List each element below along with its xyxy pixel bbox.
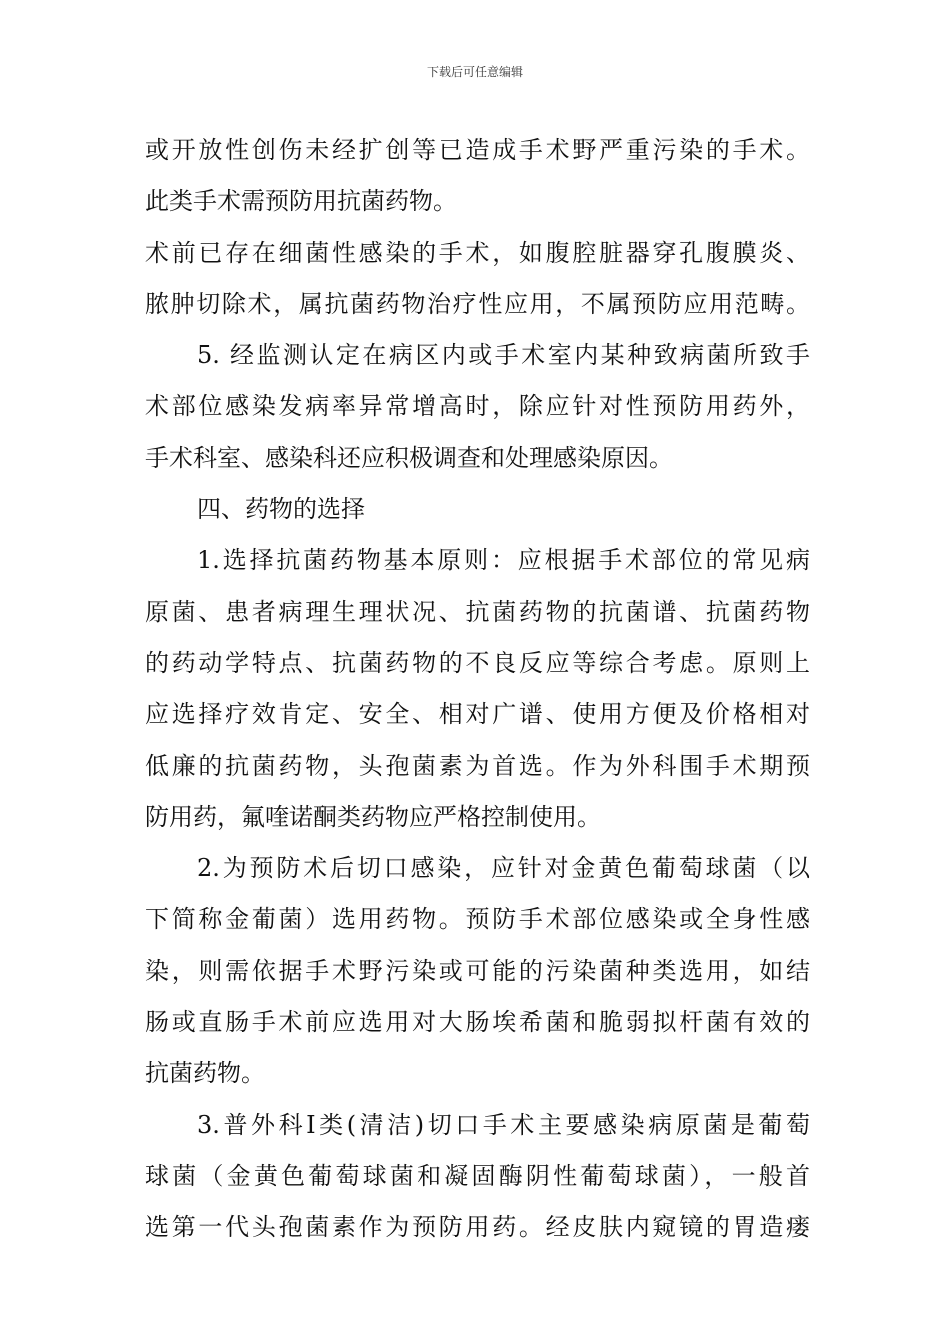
text-line: 下简称金葡菌）选用药物。预防手术部位感染或全身性感	[145, 905, 810, 934]
text-line: 应选择疗效肯定、安全、相对广谱、使用方便及价格相对	[145, 700, 810, 729]
text-line: 此类手术需预防用抗菌药物。	[145, 187, 457, 216]
page-header: 下载后可任意编辑	[426, 65, 523, 79]
body-text	[145, 125, 810, 1254]
text-line: 3.普外科Ⅰ类(清洁)切口手术主要感染病原菌是葡萄	[197, 1110, 810, 1139]
text-line: 防用药，氟喹诺酮类药物应严格控制使用。	[145, 802, 601, 831]
text-line: 术部位感染发病率异常增高时，除应针对性预防用药外，	[145, 392, 810, 421]
text-line: 2.为预防术后切口感染，应针对金黄色葡萄球菌（以	[197, 854, 810, 883]
text-line: 原菌、患者病理生理状况、抗菌药物的抗菌谱、抗菌药物	[145, 597, 810, 626]
text-line: 染，则需依据手术野污染或可能的污染菌种类选用，如结	[145, 956, 810, 985]
text-line: 手术科室、感染科还应积极调查和处理感染原因。	[145, 443, 673, 472]
text-line: 5. 经监测认定在病区内或手术室内某种致病菌所致手	[197, 341, 810, 370]
text-line: 低廉的抗菌药物，头孢菌素为首选。作为外科围手术期预	[145, 751, 810, 780]
text-line: 选第一代头孢菌素作为预防用药。经皮肤内窥镜的胃造瘘	[145, 1213, 810, 1242]
text-line: 抗菌药物。	[145, 1059, 265, 1088]
section-heading: 四、药物的选择	[197, 495, 365, 524]
text-line: 的药动学特点、抗菌药物的不良反应等综合考虑。原则上	[145, 648, 810, 677]
text-line: 脓肿切除术，属抗菌药物治疗性应用，不属预防应用范畴。	[145, 289, 810, 318]
text-line: 肠或直肠手术前应选用对大肠埃希菌和脆弱拟杆菌有效的	[145, 1008, 810, 1037]
text-line: 1.选择抗菌药物基本原则：应根据手术部位的常见病	[197, 546, 810, 575]
text-line: 术前已存在细菌性感染的手术，如腹腔脏器穿孔腹膜炎、	[145, 238, 810, 267]
text-line: 或开放性创伤未经扩创等已造成手术野严重污染的手术。	[145, 136, 810, 164]
text-line: 球菌（金黄色葡萄球菌和凝固酶阴性葡萄球菌），一般首	[145, 1161, 810, 1190]
